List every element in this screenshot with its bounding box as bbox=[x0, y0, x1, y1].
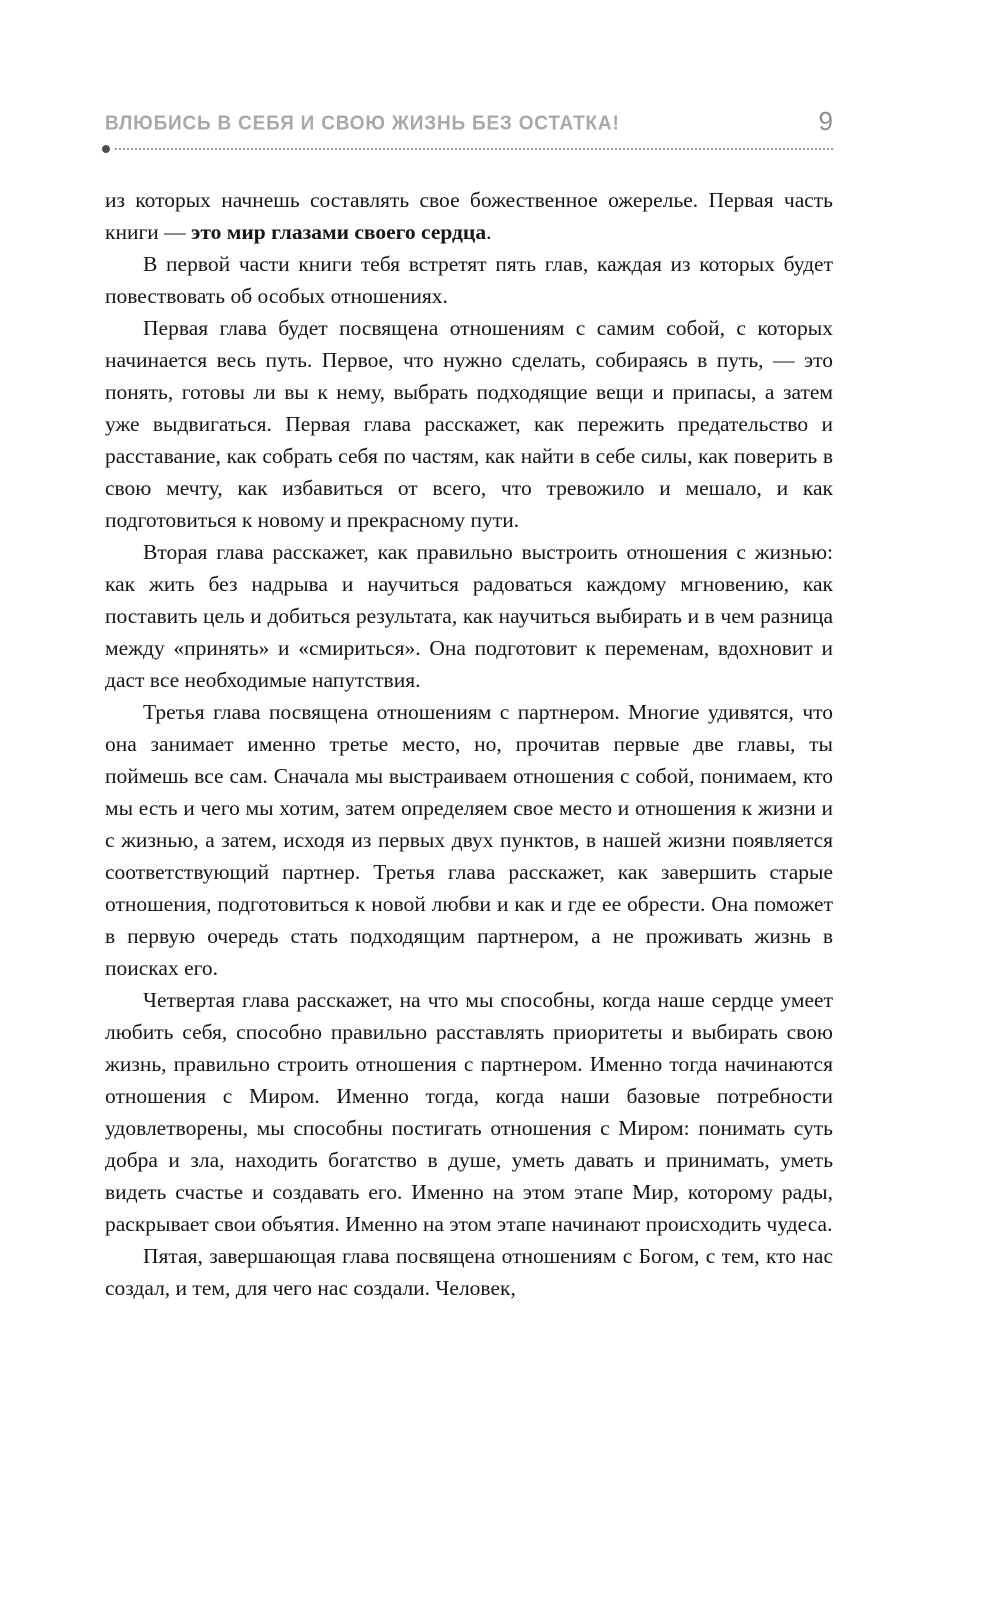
text-segment: В первой части книги тебя встретят пять глав, каждая из которых будет повествовать об особых отношениях. bbox=[105, 252, 833, 308]
paragraph bbox=[105, 696, 833, 984]
header-rule bbox=[105, 145, 833, 153]
paragraph bbox=[105, 184, 833, 248]
paragraph bbox=[105, 984, 833, 1240]
dotted-line bbox=[115, 148, 833, 150]
text-segment: Четвертая глава расскажет, на что мы способны, когда наше сердце умеет любить себя, способно правильно расставлять приоритеты и выбирать свою жизнь, правильно строить отношения с партнером. Именно тогда начинаются отношения с Миром. Именно тогда, когда наши базовые потребности удовлетворены, мы способны постигать отношения с Миром: понимать суть добра и зла, находить богатство в душе, уметь давать и принимать, уметь видеть счастье и создавать его. Именно на этом этапе Мир, которому рады, раскрывает свои объятия. Именно на этом этапе начинают происходить чудеса. bbox=[105, 988, 833, 1236]
text-segment: Вторая глава расскажет, как правильно выстроить отношения с жизнью: как жить без надрыва и научиться радоваться каждому мгновению, как поставить цель и добиться результата, как научиться выбирать и в чем разница между «принять» и «смириться». Она подготовит к переменам, вдохновит и даст все необходимые напутствия. bbox=[105, 540, 833, 692]
paragraph bbox=[105, 312, 833, 536]
bold-text-segment: это мир глазами своего сердца bbox=[191, 220, 487, 244]
text-segment: . bbox=[486, 220, 492, 244]
page-header bbox=[105, 108, 833, 136]
page-number: 9 bbox=[818, 106, 833, 136]
paragraph bbox=[105, 248, 833, 312]
text-segment: Первая глава будет посвящена отношениям с самим собой, с которых начинается весь путь. Первое, что нужно сделать, собираясь в путь, — это понять, готовы ли вы к нему, выбрать подходящие вещи и припасы, а затем уже выдвигаться. Первая глава расскажет, как пережить предательство и расставание, как собрать себя по частям, как найти в себе силы, как поверить в свою мечту, как избавиться от всего, что тревожило и мешало, и как подготовиться к новому и прекрасному пути. bbox=[105, 316, 833, 532]
page-content bbox=[105, 108, 833, 1304]
paragraph bbox=[105, 536, 833, 696]
bullet-dot-icon bbox=[102, 145, 110, 153]
running-title: ВЛЮБИСЬ В СЕБЯ И СВОЮ ЖИЗНЬ БЕЗ ОСТАТКА! bbox=[105, 112, 620, 135]
text-segment: Третья глава посвящена отношениям с партнером. Многие удивятся, что она занимает именно третье место, но, прочитав первые две главы, ты поймешь все сам. Сначала мы выстраиваем отношения с собой, понимаем, кто мы есть и чего мы хотим, затем определяем свое место и отношения к жизни и с жизнью, а затем, исходя из первых двух пунктов, в нашей жизни появляется соответствующий партнер. Третья глава расскажет, как завершить старые отношения, подготовиться к новой любви и как и где ее обрести. Она поможет в первую очередь стать подходящим партнером, а не проживать жизнь в поисках его. bbox=[105, 700, 833, 980]
paragraph bbox=[105, 1240, 833, 1304]
text-segment: Пятая, завершающая глава посвящена отношениям с Богом, с тем, кто нас создал, и тем, для чего нас создали. Человек, bbox=[105, 1244, 833, 1300]
text-segment: из которых начнешь составлять свое божественное ожерелье. Первая часть книги — bbox=[105, 188, 833, 244]
body-text bbox=[105, 184, 833, 1304]
